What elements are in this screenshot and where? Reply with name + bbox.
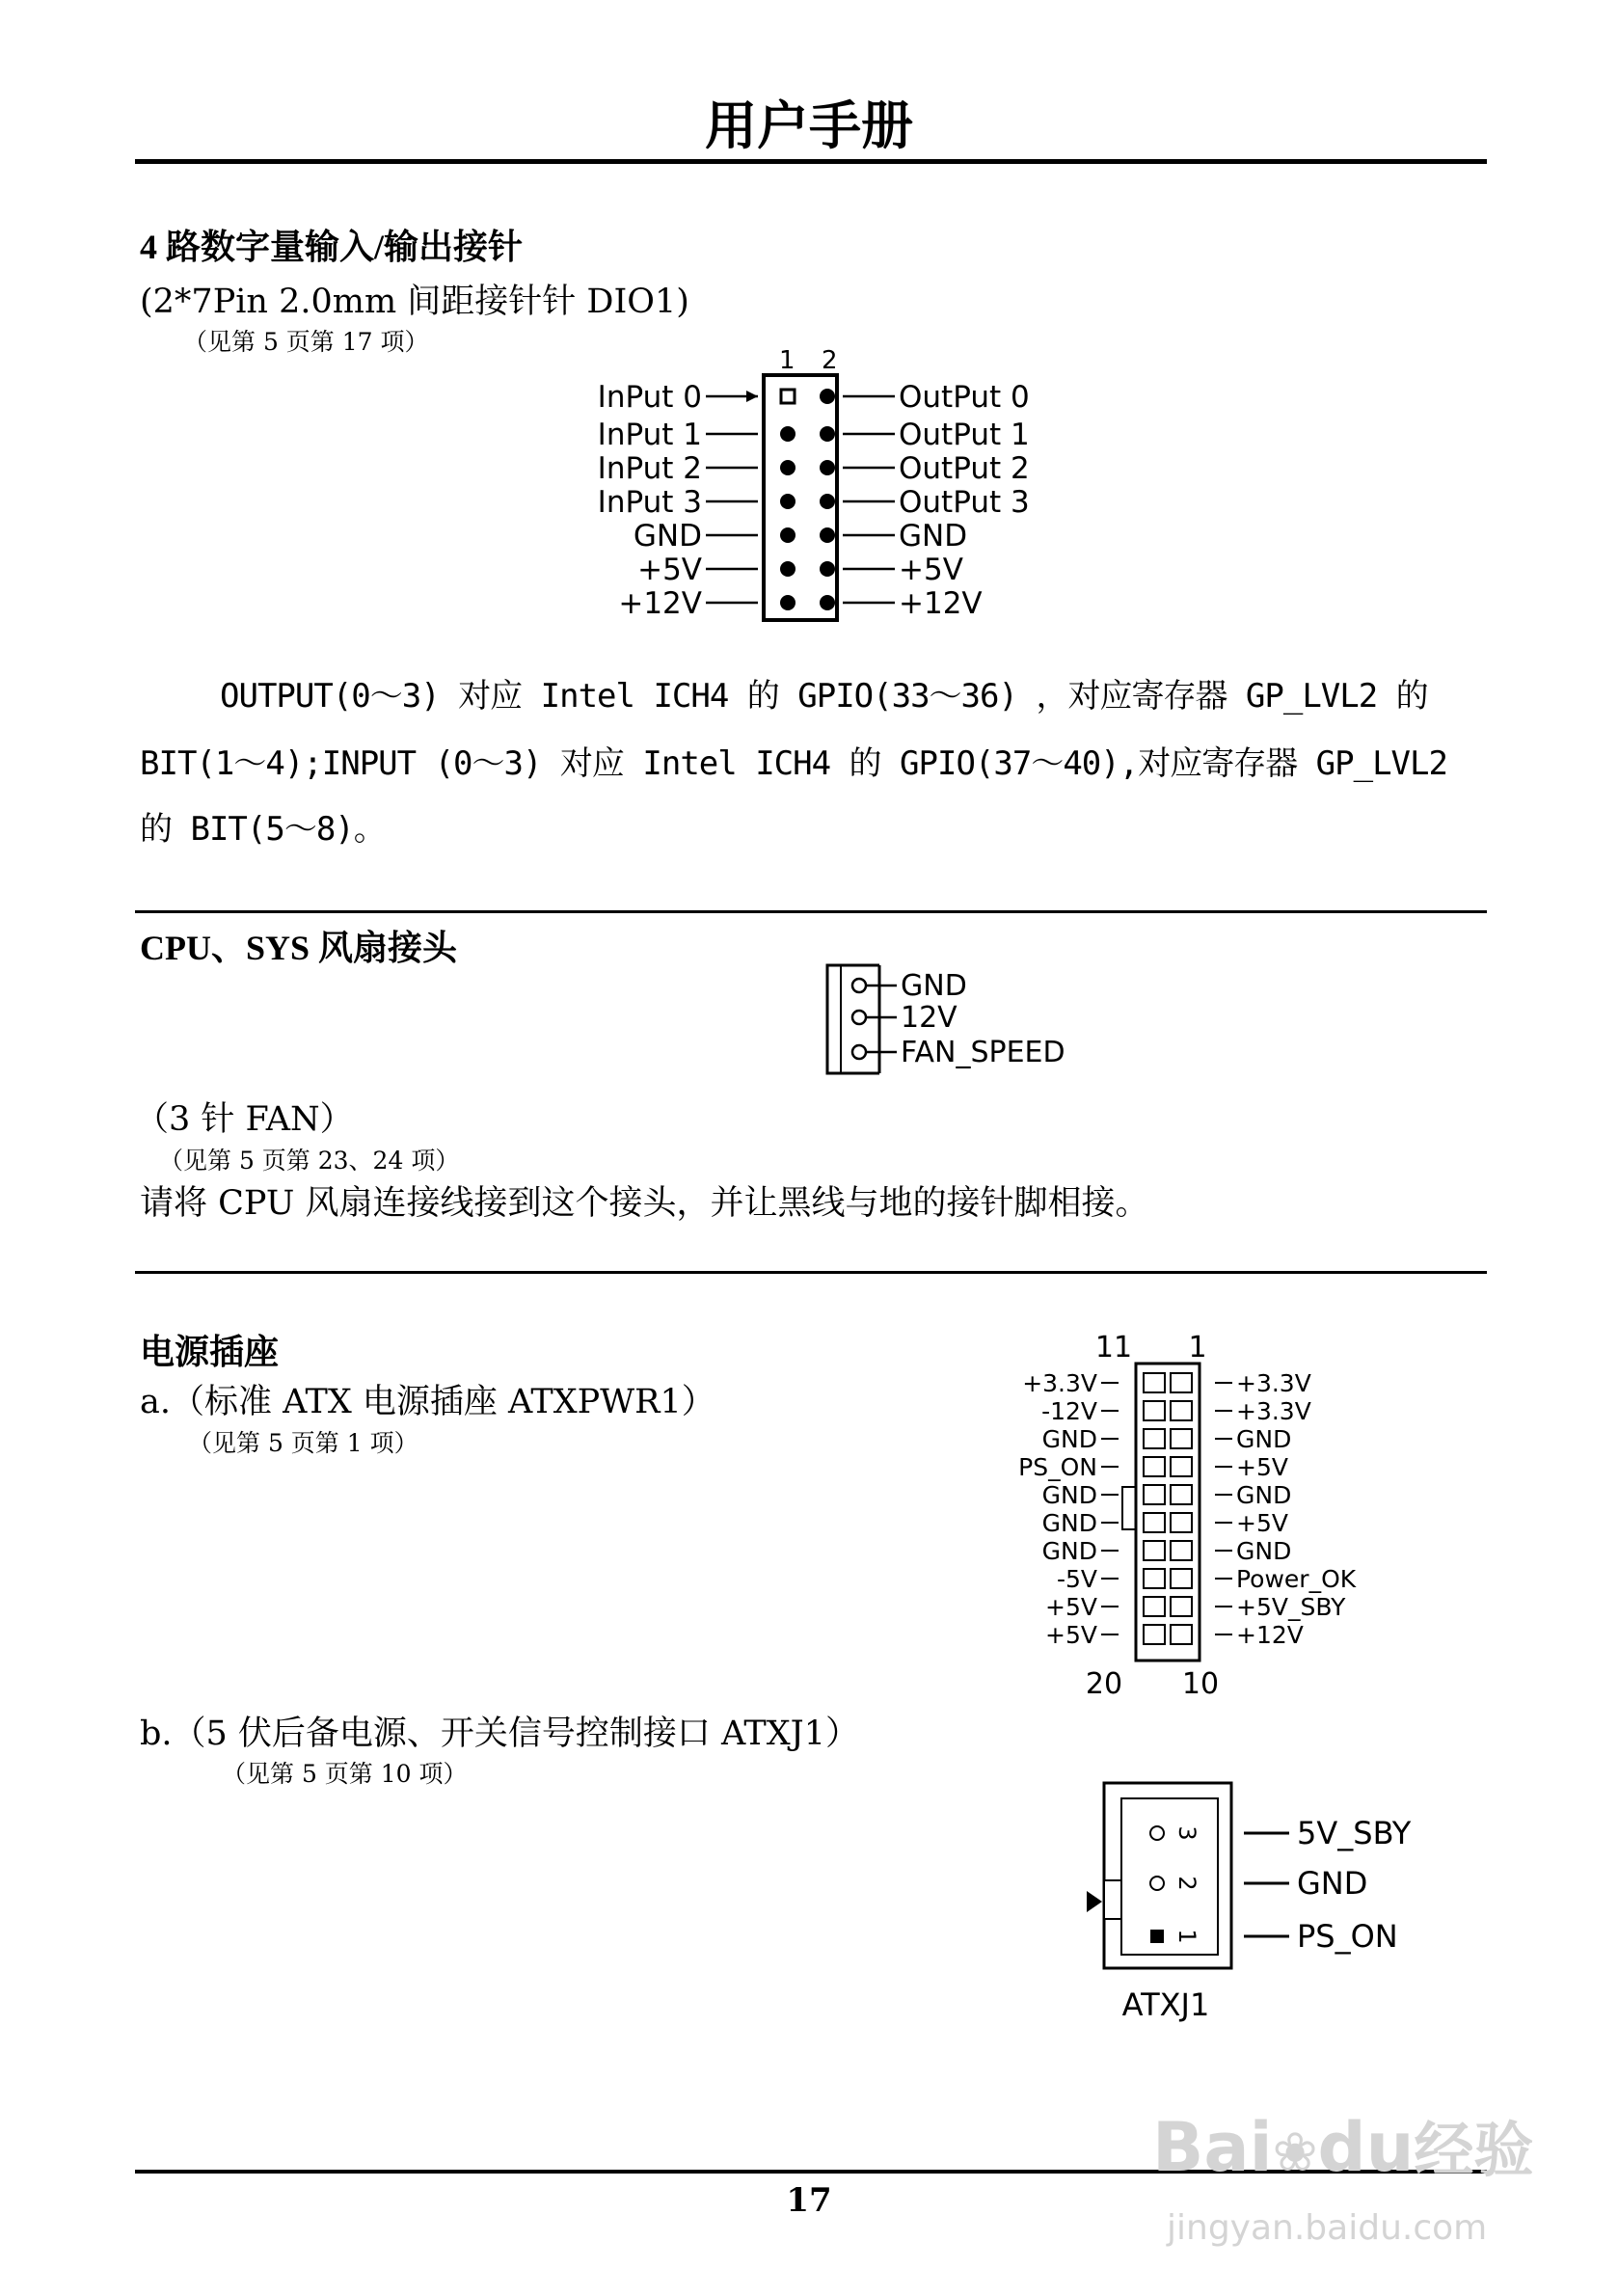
atxj1-ref: （见第 5 页第 10 项） bbox=[222, 1760, 468, 1788]
atx-left-label: GND bbox=[1041, 1509, 1097, 1537]
watermark-brand: Bai bbox=[1152, 2108, 1273, 2187]
pin-dot bbox=[780, 494, 796, 509]
fan-pin-label: FAN_SPEED bbox=[901, 1036, 1065, 1069]
power-heading: 电源插座 bbox=[140, 1333, 280, 1371]
atx-right-label: GND bbox=[1236, 1425, 1292, 1453]
fan-connector-diagram bbox=[820, 959, 1109, 1080]
atx-label: a.（标准 ATX 电源插座 ATXPWR1） bbox=[140, 1383, 715, 1421]
pin-dot bbox=[820, 595, 835, 610]
section-divider bbox=[135, 1271, 1487, 1274]
pin-dot bbox=[780, 527, 796, 543]
watermark-logo bbox=[1152, 2102, 1533, 2188]
atx-left-label: +5V bbox=[1045, 1621, 1097, 1649]
pin-dot bbox=[820, 494, 835, 509]
pin-dot bbox=[780, 595, 796, 610]
atxj1-pin-label: 5V_SBY bbox=[1297, 1815, 1412, 1851]
atx-pin-number: 11 bbox=[1094, 1331, 1133, 1364]
atx-left-label: +3.3V bbox=[1022, 1369, 1097, 1397]
atx-right-label: GND bbox=[1236, 1481, 1292, 1509]
atx-ref: （见第 5 页第 1 项） bbox=[188, 1429, 418, 1457]
pin-dot bbox=[820, 527, 835, 543]
atx-right-label: +5V bbox=[1236, 1453, 1288, 1481]
fan-pin-label: 12V bbox=[901, 1001, 957, 1035]
dio-left-label: +5V bbox=[637, 553, 702, 587]
atxj1-key bbox=[1104, 1880, 1121, 1919]
atx-left-label: GND bbox=[1041, 1481, 1097, 1509]
atxj1-pin-number: 1 bbox=[1173, 1929, 1200, 1944]
dio-right-label: OutPut 2 bbox=[899, 451, 1030, 486]
pin-dot bbox=[820, 460, 835, 475]
atx-right-label: +3.3V bbox=[1236, 1397, 1311, 1425]
atx-pin-number: 20 bbox=[1085, 1667, 1123, 1701]
dio-description-line: OUTPUT(0～3) 对应 Intel ICH4 的 GPIO(33～36) ，对应寄存器 GP_LVL2 的 bbox=[220, 677, 1428, 716]
dio-heading: 4 路数字量输入/输出接针 bbox=[140, 228, 524, 266]
dio-left-label: InPut 3 bbox=[597, 485, 702, 520]
dio-spec: (2*7Pin 2.0mm 间距接针针 DIO1) bbox=[140, 283, 689, 321]
fan-heading: CPU、SYS 风扇接头 bbox=[140, 929, 458, 967]
atx-left-label: +5V bbox=[1045, 1593, 1097, 1621]
atx-right-label: Power_OK bbox=[1236, 1565, 1357, 1593]
dio-right-label: OutPut 0 bbox=[899, 380, 1030, 415]
pin-dot bbox=[780, 460, 796, 475]
fan-ref: （见第 5 页第 23、24 项） bbox=[159, 1147, 460, 1175]
pin-number-2: 2 bbox=[822, 346, 838, 375]
pin-dot bbox=[780, 561, 796, 577]
dio-right-label: OutPut 3 bbox=[899, 485, 1030, 520]
watermark-cn: 经验 bbox=[1414, 2115, 1534, 2185]
dio-ref: （见第 5 页第 17 项） bbox=[183, 328, 429, 356]
pin-number-1: 1 bbox=[779, 346, 796, 375]
dio-left-label: InPut 0 bbox=[597, 380, 702, 415]
header-rule bbox=[135, 159, 1487, 164]
atx-left-label: GND bbox=[1041, 1537, 1097, 1565]
atx-left-label: GND bbox=[1041, 1425, 1097, 1453]
atx-pin-number: 10 bbox=[1181, 1667, 1220, 1701]
paw-icon: ❀ bbox=[1272, 2121, 1318, 2184]
dio-right-label: GND bbox=[899, 519, 968, 554]
dio-description-line: 的 BIT(5～8)。 bbox=[140, 810, 386, 849]
atx-latch bbox=[1122, 1487, 1136, 1529]
fan-instruction: 请将 CPU 风扇连接线接到这个接头，并让黑线与地的接针脚相接。 bbox=[140, 1184, 1149, 1223]
atx-connector-diagram bbox=[984, 1321, 1389, 1702]
watermark-brand2: du bbox=[1317, 2108, 1415, 2187]
page-number: 17 bbox=[786, 2181, 832, 2220]
page-title: 用户手册 bbox=[705, 95, 913, 156]
atx-pin-number: 1 bbox=[1188, 1331, 1207, 1364]
atxj1-pin-label: PS_ON bbox=[1297, 1918, 1398, 1955]
pin-dot bbox=[780, 426, 796, 442]
pin-1-square bbox=[781, 390, 795, 403]
fan-type: （3 针 FAN） bbox=[135, 1100, 354, 1139]
atxj1-pin-number: 2 bbox=[1173, 1876, 1200, 1891]
atxj1-pin-number: 3 bbox=[1173, 1825, 1200, 1841]
watermark-url: jingyan.baidu.com bbox=[1167, 2208, 1488, 2248]
atx-right-label: +3.3V bbox=[1236, 1369, 1311, 1397]
dio-left-label: InPut 2 bbox=[597, 451, 702, 486]
dio-description-line: BIT(1～4);INPUT (0～3) 对应 Intel ICH4 的 GPIO(37～40),对应寄存器 GP_LVL2 bbox=[140, 744, 1447, 783]
pin-dot bbox=[820, 426, 835, 442]
atx-right-label: +5V_SBY bbox=[1236, 1593, 1346, 1621]
pin1-marker-icon bbox=[1087, 1891, 1102, 1912]
dio-left-label: GND bbox=[633, 519, 702, 554]
atx-right-label: +5V bbox=[1236, 1509, 1288, 1537]
atxj1-pin-label: GND bbox=[1297, 1865, 1368, 1902]
dio-right-label: OutPut 1 bbox=[899, 418, 1030, 452]
dio-left-label: +12V bbox=[618, 586, 702, 621]
atxj1-outline bbox=[1104, 1783, 1231, 1968]
atx-left-label: -5V bbox=[1056, 1565, 1097, 1593]
dio-right-label: +5V bbox=[899, 553, 963, 587]
atxj1-label: b.（5 伏后备电源、开关信号控制接口 ATXJ1） bbox=[140, 1715, 859, 1753]
atxj1-inner-outline bbox=[1121, 1798, 1218, 1955]
dio-right-label: +12V bbox=[899, 586, 983, 621]
atx-right-label: GND bbox=[1236, 1537, 1292, 1565]
pin-dot bbox=[820, 561, 835, 577]
dio-pin-diagram bbox=[569, 342, 1070, 641]
section-divider bbox=[135, 910, 1487, 913]
dio-left-label: InPut 1 bbox=[597, 418, 702, 452]
atx-left-label: -12V bbox=[1041, 1397, 1097, 1425]
arrow-icon bbox=[746, 391, 758, 402]
pin-dot bbox=[820, 389, 835, 404]
fan-pin-label: GND bbox=[901, 969, 967, 1003]
atx-left-label: PS_ON bbox=[1018, 1453, 1097, 1481]
atxj1-connector-diagram bbox=[1065, 1769, 1432, 2049]
atxj1-name: ATXJ1 bbox=[1121, 1986, 1210, 2023]
atx-right-label: +12V bbox=[1236, 1621, 1304, 1649]
